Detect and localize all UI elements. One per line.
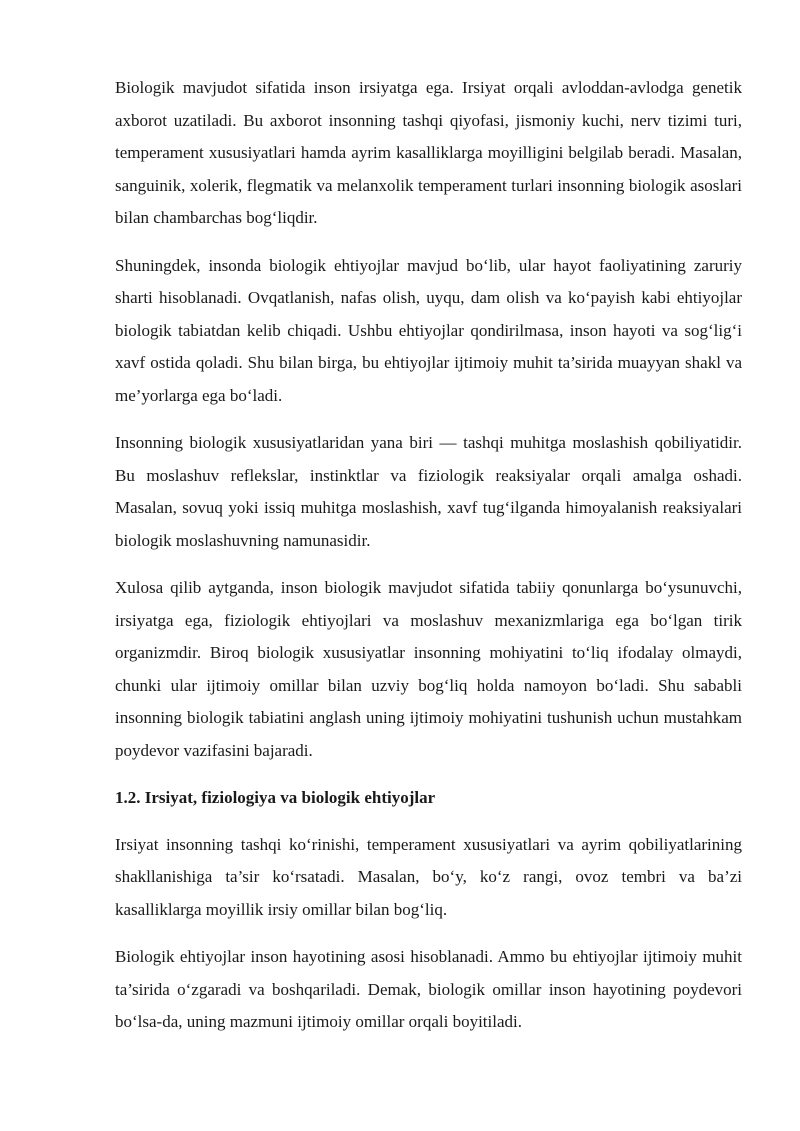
document-page — [115, 72, 742, 1054]
paragraph-biological-needs: Shuningdek, insonda biologik ehtiyojlar mavjud bo‘lib, ular hayot faoliyatining zaruriy sharti hisoblanadi. Ovqatlanish, nafas olish, uyqu, dam olish va ko‘payish kabi ehtiyojlar biologik tabiatdan kelib chiqadi. Ushbu ehtiyojlar qondirilmasa, inson hayoti va sog‘lig‘i xavf ostida qoladi. Shu bilan birga, bu ehtiyojlar ijtimoiy muhit ta’sirida muayyan shakl va me’yorlarga ega bo‘ladi. — [115, 255, 742, 405]
paragraph-needs-basis: Biologik ehtiyojlar inson hayotining asosi hisoblanadi. Ammo bu ehtiyojlar ijtimoiy muhit ta’sirida o‘zgaradi va boshqariladi. Demak, biologik omillar inson hayotining poydevori bo‘lsa-da, uning mazmuni ijtimoiy omillar orqali boyitiladi. — [115, 947, 742, 1031]
paragraph-adaptation: Insonning biologik xususiyatlaridan yana biri — tashqi muhitga moslashish qobiliyatidir. Bu moslashuv reflekslar, instinktlar va fiziologik reaksiyalar orqali amalga oshadi. Masalan, sovuq yoki issiq muhitga moslashish, xavf tug‘ilganda himoyalanish reaksiyalari biologik moslashuvning namunasidir. — [115, 433, 742, 550]
paragraph-heredity: Biologik mavjudot sifatida inson irsiyatga ega. Irsiyat orqali avloddan-avlodga genetik axborot uzatiladi. Bu axborot insonning tashqi qiyofasi, jismoniy kuchi, nerv tizimi turi, temperament xususiyatlari hamda ayrim kasalliklarga moyilligini belgilab beradi. Masalan, sanguinik, xolerik, flegmatik va melanxolik temperament turlari insonning biologik asoslari bilan chambarchas bog‘liqdir. — [115, 78, 742, 227]
paragraph-heredity-traits: Irsiyat insonning tashqi ko‘rinishi, temperament xususiyatlari va ayrim qobiliyatlarining shakllanishiga ta’sir ko‘rsatadi. Masalan, bo‘y, ko‘z rangi, ovoz tembri va ba’zi kasalliklarga moyillik irsiy omillar bilan bog‘liq. — [115, 834, 742, 919]
paragraph-conclusion: Xulosa qilib aytganda, inson biologik mavjudot sifatida tabiiy qonunlarga bo‘ysunuvchi, irsiyatga ega, fiziologik ehtiyojlari va moslashuv mexanizmlariga ega bo‘lgan tirik organizmdir. Biroq biologik xususiyatlar insonning mohiyatini to‘liq ifodalay olmaydi, chunki ular ijtimoiy omillar bilan uzviy bog‘liq holda namoyon bo‘ladi. Shu sababli insonning biologik tabiatini anglash uning ijtimoiy mohiyatini tushunish uchun mustahkam poydevor vazifasini bajaradi. — [115, 578, 742, 760]
section-heading: 1.2. Irsiyat, fiziologiya va biologik ehtiyojlar — [115, 788, 436, 807]
